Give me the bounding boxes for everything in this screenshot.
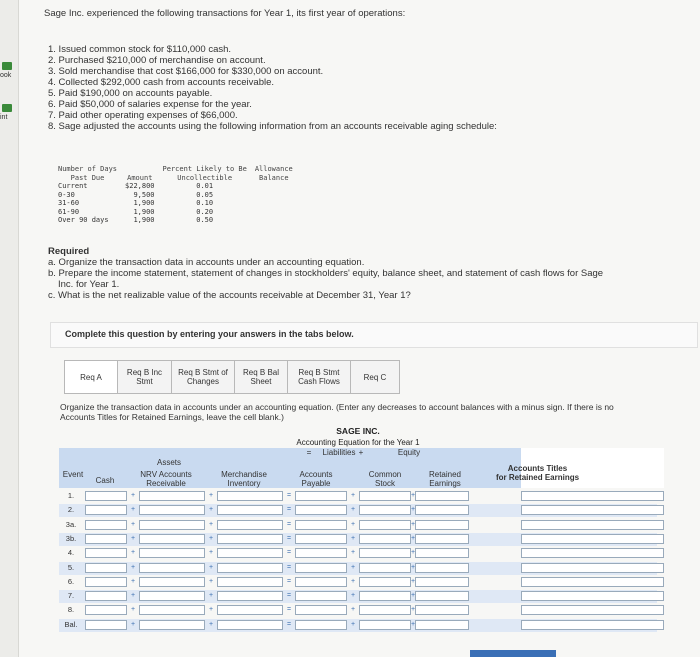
plus-sign: + bbox=[209, 592, 214, 600]
merch-header-line2: Inventory bbox=[227, 479, 261, 488]
retained-earnings-input[interactable] bbox=[415, 534, 469, 544]
equals-sign: = bbox=[287, 549, 292, 557]
common-stock-input[interactable] bbox=[359, 491, 411, 501]
event-label: 8. bbox=[67, 605, 75, 615]
instruction-box bbox=[50, 322, 698, 348]
cash-input[interactable] bbox=[85, 591, 127, 601]
liabilities-header: Liabilities bbox=[322, 448, 356, 457]
transaction-item: 3. Sold merchandise that cost $166,000 for $330,000 on account. bbox=[48, 66, 324, 77]
retained-earnings-input[interactable] bbox=[415, 605, 469, 615]
re-header bbox=[417, 470, 473, 488]
inventory-input[interactable] bbox=[217, 505, 283, 515]
aging-header-days-2: Past Due bbox=[70, 173, 105, 182]
plus-sign: + bbox=[351, 506, 356, 514]
inventory-input[interactable] bbox=[217, 548, 283, 558]
event-label: 1. bbox=[67, 491, 75, 500]
common-stock-input[interactable] bbox=[359, 534, 411, 544]
event-label: 4. bbox=[67, 548, 75, 558]
plus-sign: + bbox=[351, 549, 356, 557]
table-row bbox=[59, 590, 657, 602]
plus-sign: + bbox=[209, 620, 214, 628]
equals-sign: = bbox=[287, 620, 292, 628]
nrv-receivable-input[interactable] bbox=[139, 591, 205, 601]
plus-sign: + bbox=[411, 534, 416, 542]
plus-sign: + bbox=[209, 563, 214, 571]
inventory-input[interactable] bbox=[217, 563, 283, 573]
event-label: 6. bbox=[67, 576, 75, 586]
re-header-line1: Retained bbox=[428, 470, 462, 479]
equals-sign: = bbox=[287, 520, 292, 528]
retained-earnings-title-input[interactable] bbox=[521, 577, 664, 587]
plus-sign: + bbox=[411, 506, 416, 514]
aging-days: Over 90 days bbox=[58, 216, 109, 224]
book-icon[interactable] bbox=[2, 62, 12, 70]
table-row bbox=[59, 490, 657, 502]
cash-input[interactable] bbox=[85, 620, 127, 630]
aging-pct: 0.01 bbox=[196, 182, 214, 190]
required-b-line2: Inc. for Year 1. bbox=[58, 279, 120, 290]
plus-sign: + bbox=[351, 492, 356, 499]
table-row bbox=[59, 562, 657, 574]
cs-header-line1: Common bbox=[368, 470, 402, 479]
common-stock-input[interactable] bbox=[359, 577, 411, 587]
retained-earnings-input[interactable] bbox=[415, 591, 469, 601]
retained-earnings-input[interactable] bbox=[415, 577, 469, 587]
nrv-receivable-input[interactable] bbox=[139, 563, 205, 573]
retained-earnings-title-input[interactable] bbox=[521, 591, 664, 601]
cash-header: Cash bbox=[95, 476, 115, 485]
nrv-receivable-input[interactable] bbox=[139, 491, 205, 501]
sheet-subtitle: Accounting Equation for the Year 1 bbox=[296, 438, 420, 447]
left-sidebar bbox=[0, 0, 19, 657]
retained-earnings-input[interactable] bbox=[415, 563, 469, 573]
retained-earnings-title-input[interactable] bbox=[521, 534, 664, 544]
equals-sign: = bbox=[287, 606, 292, 614]
tab-req-b-stmt-changes[interactable] bbox=[172, 361, 235, 393]
plus-sign: + bbox=[131, 520, 136, 528]
required-a: a. Organize the transaction data in accounts under an accounting equation. bbox=[48, 257, 365, 268]
tab-label: Req C bbox=[363, 372, 387, 382]
aging-header-pct-1: Percent Likely to Be bbox=[162, 165, 247, 173]
plus-sign: + bbox=[209, 577, 214, 585]
event-label: 7. bbox=[67, 591, 75, 601]
aging-days: Current bbox=[58, 182, 88, 190]
nrv-header bbox=[131, 470, 201, 488]
cash-input[interactable] bbox=[85, 563, 127, 573]
nrv-header-line1: NRV Accounts bbox=[140, 470, 192, 479]
aging-amount: 1,900 bbox=[133, 199, 155, 207]
print-icon[interactable] bbox=[2, 104, 12, 112]
equals-sign: = bbox=[287, 563, 292, 571]
aging-days: 61-90 bbox=[58, 207, 80, 216]
retained-earnings-input[interactable] bbox=[415, 520, 469, 530]
nrv-receivable-input[interactable] bbox=[139, 534, 205, 544]
equity-header: Equity bbox=[397, 448, 421, 457]
next-tab-button[interactable] bbox=[470, 650, 556, 657]
plus-sign: + bbox=[209, 606, 214, 614]
plus-sign: + bbox=[131, 549, 136, 557]
common-stock-input[interactable] bbox=[359, 620, 411, 630]
required-section bbox=[48, 246, 603, 301]
common-stock-input[interactable] bbox=[359, 505, 411, 515]
plus-sign: + bbox=[411, 577, 416, 585]
tab-req-a[interactable] bbox=[65, 361, 118, 393]
transaction-item: 4. Collected $292,000 cash from accounts receivable. bbox=[48, 77, 275, 88]
transaction-item: 7. Paid other operating expenses of $66,000. bbox=[48, 110, 238, 121]
plus-sign: + bbox=[131, 506, 136, 514]
common-stock-input[interactable] bbox=[359, 605, 411, 615]
aging-pct: 0.10 bbox=[196, 199, 214, 207]
event-header: Event bbox=[62, 470, 84, 479]
inventory-input[interactable] bbox=[217, 577, 283, 587]
accounts-payable-input[interactable] bbox=[295, 505, 347, 515]
accounts-payable-input[interactable] bbox=[295, 520, 347, 530]
tab-label: Stmt bbox=[136, 377, 153, 386]
plus-sign: + bbox=[411, 520, 416, 528]
plus-sign: + bbox=[131, 577, 136, 585]
aging-header-days-1: Number of Days bbox=[58, 165, 118, 173]
retained-earnings-input[interactable] bbox=[415, 491, 469, 501]
plus-sign: + bbox=[209, 520, 214, 528]
transaction-item: 2. Purchased $210,000 of merchandise on account. bbox=[48, 55, 266, 66]
accounts-payable-input[interactable] bbox=[295, 491, 347, 501]
table-row bbox=[59, 504, 657, 516]
nrv-receivable-input[interactable] bbox=[139, 548, 205, 558]
retained-earnings-input[interactable] bbox=[415, 505, 469, 515]
tab-label: Cash Flows bbox=[298, 377, 340, 386]
aging-amount: $22,800 bbox=[125, 182, 155, 190]
plus-sign: + bbox=[411, 549, 416, 557]
table-row bbox=[59, 533, 657, 545]
retained-earnings-title-input[interactable] bbox=[521, 520, 664, 530]
nrv-receivable-input[interactable] bbox=[139, 620, 205, 630]
cash-input[interactable] bbox=[85, 577, 127, 587]
merch-header bbox=[209, 470, 279, 488]
plus-sign: + bbox=[131, 534, 136, 542]
retained-earnings-title-input[interactable] bbox=[521, 605, 664, 615]
tab-label: Req B Stmt bbox=[298, 368, 340, 377]
ap-header-line1: Accounts bbox=[299, 470, 333, 479]
aging-header-allow-1: Allowance bbox=[254, 165, 293, 173]
tab-label: Sheet bbox=[250, 377, 272, 386]
plus-sign: + bbox=[131, 563, 136, 571]
plus-sign: + bbox=[411, 592, 416, 600]
transaction-item: 8. Sage adjusted the accounts using the following information from an accounts receivable aging schedule: bbox=[48, 121, 497, 132]
organize-instructions bbox=[60, 402, 700, 422]
aging-header-amount: Amount bbox=[127, 173, 153, 182]
accounts-payable-input[interactable] bbox=[295, 577, 347, 587]
aging-pct: 0.20 bbox=[196, 207, 214, 216]
plus-sign: + bbox=[209, 492, 214, 499]
cash-input[interactable] bbox=[85, 534, 127, 544]
aging-amount: 1,900 bbox=[133, 216, 155, 224]
table-row bbox=[59, 619, 657, 631]
organize-instructions-line2: Accounts Titles for Retained Earnings, leave the cell blank.) bbox=[60, 412, 284, 422]
accounts-payable-input[interactable] bbox=[295, 534, 347, 544]
sidebar-label-book[interactable]: ook bbox=[0, 72, 12, 79]
tab-label: Req A bbox=[80, 372, 102, 382]
tab-req-b-bal-sheet[interactable] bbox=[235, 361, 288, 393]
common-stock-input[interactable] bbox=[359, 591, 411, 601]
accounts-payable-input[interactable] bbox=[295, 605, 347, 615]
inventory-input[interactable] bbox=[217, 605, 283, 615]
plus-sign: + bbox=[351, 577, 356, 585]
aging-amount: 9,500 bbox=[133, 190, 155, 199]
nrv-header-line2: Receivable bbox=[146, 479, 186, 488]
accounts-payable-input[interactable] bbox=[295, 563, 347, 573]
cash-input[interactable] bbox=[85, 605, 127, 615]
tab-req-b-inc-stmt[interactable] bbox=[118, 361, 172, 393]
inventory-input[interactable] bbox=[217, 534, 283, 544]
plus-sign: + bbox=[358, 448, 364, 457]
cs-header bbox=[357, 470, 413, 488]
tab-req-b-stmt-cash-flows[interactable] bbox=[288, 361, 351, 393]
required-c: c. What is the net realizable value of the accounts receivable at December 31, Year 1? bbox=[48, 290, 411, 301]
requirement-tabs bbox=[64, 360, 400, 394]
plus-sign: + bbox=[351, 563, 356, 571]
transaction-list bbox=[48, 44, 497, 132]
aging-days: 31-60 bbox=[58, 199, 80, 207]
plus-sign: + bbox=[209, 534, 214, 542]
titles-header-line1: Accounts Titles bbox=[507, 464, 568, 473]
accounts-payable-input[interactable] bbox=[295, 620, 347, 630]
plus-sign: + bbox=[351, 606, 356, 614]
aging-schedule-table bbox=[54, 165, 297, 225]
transaction-item: 5. Paid $190,000 on accounts payable. bbox=[48, 88, 213, 99]
nrv-receivable-input[interactable] bbox=[139, 577, 205, 587]
transaction-item: 6. Paid $50,000 of salaries expense for the year. bbox=[48, 99, 252, 110]
common-stock-input[interactable] bbox=[359, 520, 411, 530]
cash-input[interactable] bbox=[85, 520, 127, 530]
assets-header: Assets bbox=[156, 458, 181, 467]
aging-row bbox=[54, 199, 297, 208]
plus-sign: + bbox=[351, 620, 356, 628]
inventory-input[interactable] bbox=[217, 520, 283, 530]
aging-days: 0-30 bbox=[58, 190, 75, 199]
cash-input[interactable] bbox=[85, 491, 127, 501]
aging-amount: 1,900 bbox=[133, 207, 155, 216]
aging-row bbox=[54, 216, 297, 225]
ap-header-line2: Payable bbox=[301, 479, 331, 488]
aging-row bbox=[54, 191, 297, 200]
plus-sign: + bbox=[351, 520, 356, 528]
required-b-line1: b. Prepare the income statement, statement of changes in stockholders' equity, balance sheet, and statement of cash flows for Sage bbox=[48, 268, 604, 279]
retained-earnings-title-input[interactable] bbox=[521, 563, 664, 573]
cs-header-line2: Stock bbox=[374, 479, 395, 488]
equals-sign: = bbox=[287, 534, 292, 542]
required-title: Required bbox=[48, 246, 90, 257]
inventory-input[interactable] bbox=[217, 491, 283, 501]
tab-req-c[interactable] bbox=[351, 361, 399, 393]
plus-sign: + bbox=[411, 563, 416, 571]
aging-row bbox=[54, 208, 297, 217]
tab-label: Req B Bal bbox=[242, 368, 280, 377]
plus-sign: + bbox=[411, 492, 416, 499]
organize-instructions-line1: Organize the transaction data in accounts under an accounting equation. (Enter any decreases to account balances with a minus sign. If there is no bbox=[60, 402, 614, 412]
event-label: 2. bbox=[67, 505, 75, 515]
equals-sign: = bbox=[287, 577, 292, 585]
tab-label: Req B Stmt of bbox=[178, 368, 228, 377]
plus-sign: + bbox=[411, 620, 416, 628]
nrv-receivable-input[interactable] bbox=[139, 605, 205, 615]
equals-sign: = bbox=[287, 592, 292, 600]
retained-earnings-title-input[interactable] bbox=[521, 548, 664, 558]
inventory-input[interactable] bbox=[217, 620, 283, 630]
instruction-text: Complete this question by entering your answers in the tabs below. bbox=[65, 329, 354, 339]
aging-header-pct-2: Uncollectible bbox=[177, 173, 233, 182]
retained-earnings-title-input[interactable] bbox=[521, 491, 664, 501]
accounts-payable-input[interactable] bbox=[295, 548, 347, 558]
titles-header-line2: for Retained Earnings bbox=[495, 473, 580, 482]
question-intro: Sage Inc. experienced the following transactions for Year 1, its first year of operations: bbox=[44, 8, 406, 19]
table-row bbox=[59, 547, 657, 559]
nrv-receivable-input[interactable] bbox=[139, 505, 205, 515]
event-label: 3b. bbox=[65, 533, 77, 543]
retained-earnings-input[interactable] bbox=[415, 620, 469, 630]
merch-header-line1: Merchandise bbox=[221, 470, 267, 479]
retained-earnings-title-input[interactable] bbox=[521, 505, 664, 515]
inventory-input[interactable] bbox=[217, 591, 283, 601]
aging-header-allow-2: Balance bbox=[259, 173, 289, 182]
aging-pct: 0.50 bbox=[196, 216, 214, 224]
transaction-item: 1. Issued common stock for $110,000 cash. bbox=[48, 44, 232, 55]
plus-sign: + bbox=[351, 534, 356, 542]
retained-earnings-input[interactable] bbox=[415, 548, 469, 558]
plus-sign: + bbox=[131, 620, 136, 628]
tab-label: Changes bbox=[186, 377, 219, 386]
equals-sign: = bbox=[306, 448, 312, 457]
aging-pct: 0.05 bbox=[196, 190, 214, 199]
sidebar-label-print[interactable]: int bbox=[0, 114, 8, 121]
tab-label: Req B Inc bbox=[126, 368, 163, 377]
retained-earnings-title-input[interactable] bbox=[521, 620, 664, 630]
plus-sign: + bbox=[411, 606, 416, 614]
re-header-line2: Earnings bbox=[429, 479, 461, 488]
aging-row bbox=[54, 182, 297, 191]
event-label: 3a. bbox=[65, 519, 77, 529]
accounts-payable-input[interactable] bbox=[295, 591, 347, 601]
plus-sign: + bbox=[131, 606, 136, 614]
event-label: 5. bbox=[67, 562, 75, 572]
common-stock-input[interactable] bbox=[359, 548, 411, 558]
cash-input[interactable] bbox=[85, 548, 127, 558]
plus-sign: + bbox=[131, 492, 136, 499]
plus-sign: + bbox=[131, 592, 136, 600]
plus-sign: + bbox=[351, 592, 356, 600]
equals-sign: = bbox=[287, 492, 292, 499]
common-stock-input[interactable] bbox=[359, 563, 411, 573]
ap-header bbox=[285, 470, 347, 488]
event-label: Bal. bbox=[64, 619, 78, 629]
table-row bbox=[59, 604, 657, 616]
table-row bbox=[59, 576, 657, 588]
titles-header bbox=[475, 464, 600, 482]
cash-input[interactable] bbox=[85, 505, 127, 515]
equals-sign: = bbox=[287, 506, 292, 514]
plus-sign: + bbox=[209, 549, 214, 557]
plus-sign: + bbox=[209, 506, 214, 514]
table-row bbox=[59, 519, 657, 531]
company-name: SAGE INC. bbox=[336, 426, 380, 436]
nrv-receivable-input[interactable] bbox=[139, 520, 205, 530]
